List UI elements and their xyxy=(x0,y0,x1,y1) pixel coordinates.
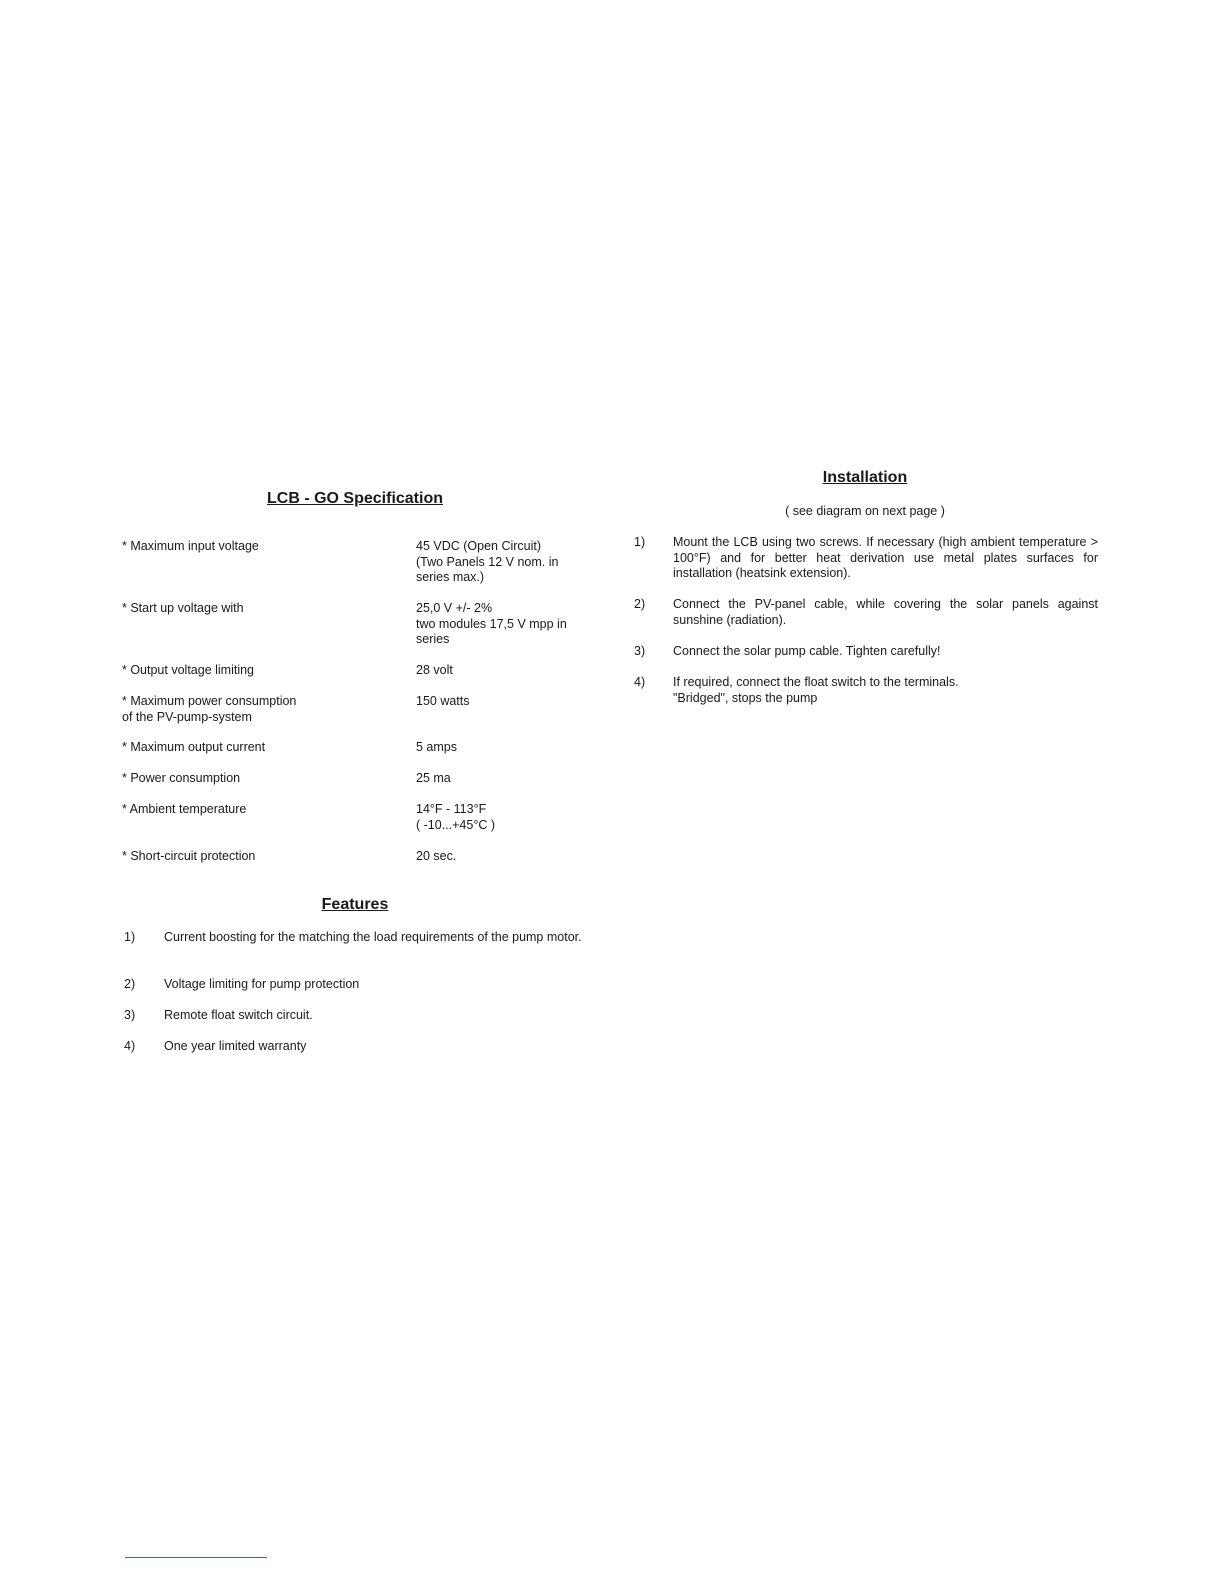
spec-label: * Ambient temperature xyxy=(122,802,247,816)
spec-label: * Short-circuit protection xyxy=(122,849,256,863)
spec-value: 28 volt xyxy=(416,663,453,677)
list-item-number: 4) xyxy=(124,1039,136,1053)
list-item-number: 2) xyxy=(124,977,136,991)
spec-label: * Maximum output current xyxy=(122,740,266,754)
list-item-text: One year limited warranty xyxy=(164,1039,307,1053)
spec-label: * Power consumption xyxy=(122,771,241,785)
spec-label: * Maximum power consumption of the PV-pump-system xyxy=(122,694,297,724)
list-item-number: 2) xyxy=(634,597,646,611)
list-item-text: Remote float switch circuit. xyxy=(164,1008,313,1022)
list-item-number: 1) xyxy=(634,535,646,549)
spec-label: * Start up voltage with xyxy=(122,601,244,615)
spec-value: 20 sec. xyxy=(416,849,457,863)
installation-heading: Installation xyxy=(822,469,908,486)
list-item-text: Mount the LCB using two screws. If necessary (high ambient temperature > 100°F) and for better heat derivation use metal plates surfaces for installation (heatsink extension). xyxy=(673,535,1098,580)
spec-label: * Output voltage limiting xyxy=(122,663,255,677)
list-item-number: 3) xyxy=(634,644,646,658)
list-item-number: 1) xyxy=(124,930,136,944)
spec-value: 45 VDC (Open Circuit) (Two Panels 12 V nom. in series max.) xyxy=(416,539,559,584)
footer-rule xyxy=(125,1557,267,1558)
spec-value: 25,0 V +/- 2% two modules 17,5 V mpp in series xyxy=(416,601,567,646)
spec-value: 5 amps xyxy=(416,740,457,754)
spec-value: 14°F - 113°F ( -10...+45°C ) xyxy=(416,802,495,832)
list-item-text: Current boosting for the matching the load requirements of the pump motor. xyxy=(164,930,582,944)
list-item-text: Connect the PV-panel cable, while covering the solar panels against sunshine (radiation). xyxy=(673,597,1098,627)
specification-heading: LCB - GO Specification xyxy=(266,490,443,507)
spec-label: * Maximum input voltage xyxy=(122,539,259,553)
installation-note: ( see diagram on next page ) xyxy=(785,504,945,518)
list-item-number: 4) xyxy=(634,675,646,689)
spec-value: 150 watts xyxy=(416,694,470,708)
list-item-text: Connect the solar pump cable. Tighten carefully! xyxy=(673,644,941,658)
list-item-number: 3) xyxy=(124,1008,136,1022)
list-item-text: Voltage limiting for pump protection xyxy=(164,977,360,991)
spec-value: 25 ma xyxy=(416,771,451,785)
list-item-text: If required, connect the float switch to the terminals. "Bridged", stops the pump xyxy=(673,675,959,705)
features-heading: Features xyxy=(321,896,389,913)
